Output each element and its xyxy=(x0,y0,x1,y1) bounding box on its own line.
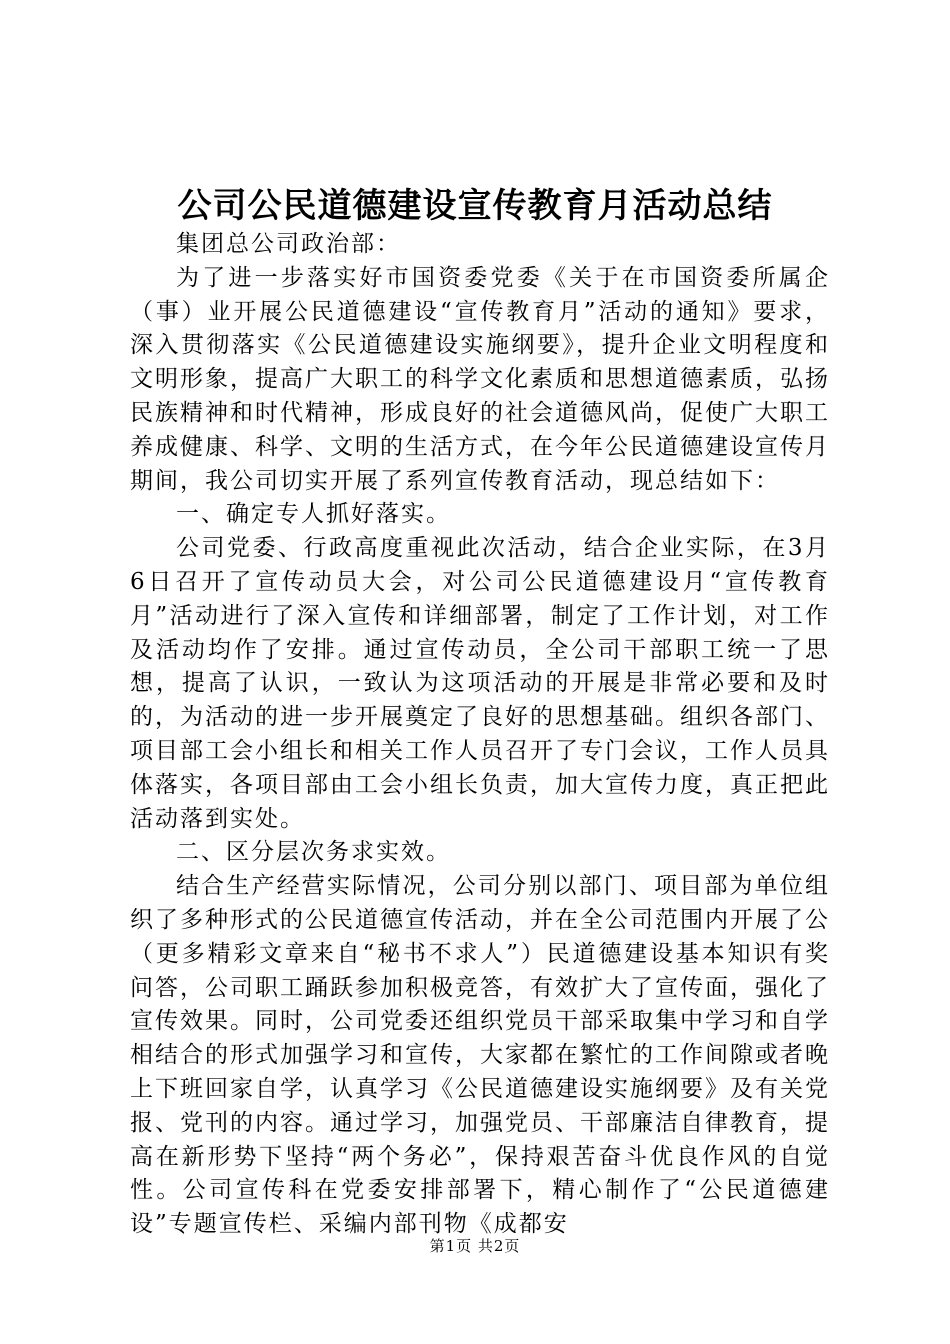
paragraph-intro: 为了进一步落实好市国资委党委《关于在市国资委所属企（事）业开展公民道德建设“宣传教育月”活动的通知》要求，深入贯彻落实《公民道德建设实施纲要》，提升企业文明程度和文明形象，提高广大职工的科学文化素质和思想道德素质，弘扬民族精神和时代精神，形成良好的社会道德风尚，促使广大职工养成健康、科学、文明的生活方式，在今年公民道德建设宣传月期间，我公司切实开展了系列宣传教育活动，现总结如下： xyxy=(130,264,830,494)
paragraph-section-1: 公司党委、行政高度重视此次活动，结合企业实际，在3月6日召开了宣传动员大会，对公司公民道德建设月“宣传教育月”活动进行了深入宣传和详细部署，制定了工作计划，对工作及活动均作了安排。通过宣传动员，全公司干部职工统一了思想，提高了认识，一致认为这项活动的开展是非常必要和及时的，为活动的进一步开展奠定了良好的思想基础。组织各部门、项目部工会小组长和相关工作人员召开了专门会议，工作人员具体落实，各项目部由工会小组长负责，加大宣传力度，真正把此活动落到实处。 xyxy=(130,535,830,832)
section-heading-2: 二、区分层次务求实效。 xyxy=(176,839,451,866)
paragraph-section-2: 结合生产经营实际情况，公司分别以部门、项目部为单位组织了多种形式的公民道德宣传活动，并在全公司范围内开展了公（更多精彩文章来自“秘书不求人”）民道德建设基本知识有奖问答，公司职工踊跃参加积极竞答，有效扩大了宣传面，强化了宣传效果。同时，公司党委还组织党员干部采取集中学习和自学相结合的形式加强学习和宣传，大家都在繁忙的工作间隙或者晚上下班回家自学，认真学习《公民道德建设实施纲要》及有关党报、党刊的内容。通过学习，加强党员、干部廉洁自律教育，提高在新形势下坚持“两个务必”，保持艰苦奋斗优良作风的自觉性。公司宣传科在党委安排部署下，精心制作了“公民道德建设”专题宣传栏、采编内部刊物《成都安 xyxy=(130,873,830,1238)
salutation: 集团总公司政治部： xyxy=(176,231,401,257)
page-number-footer: 第1页 共2页 xyxy=(429,1237,521,1255)
document-body xyxy=(130,228,830,1242)
section-heading-1: 一、确定专人抓好落实。 xyxy=(176,501,451,528)
document-title: 公司公民道德建设宣传教育月活动总结 xyxy=(177,186,773,226)
